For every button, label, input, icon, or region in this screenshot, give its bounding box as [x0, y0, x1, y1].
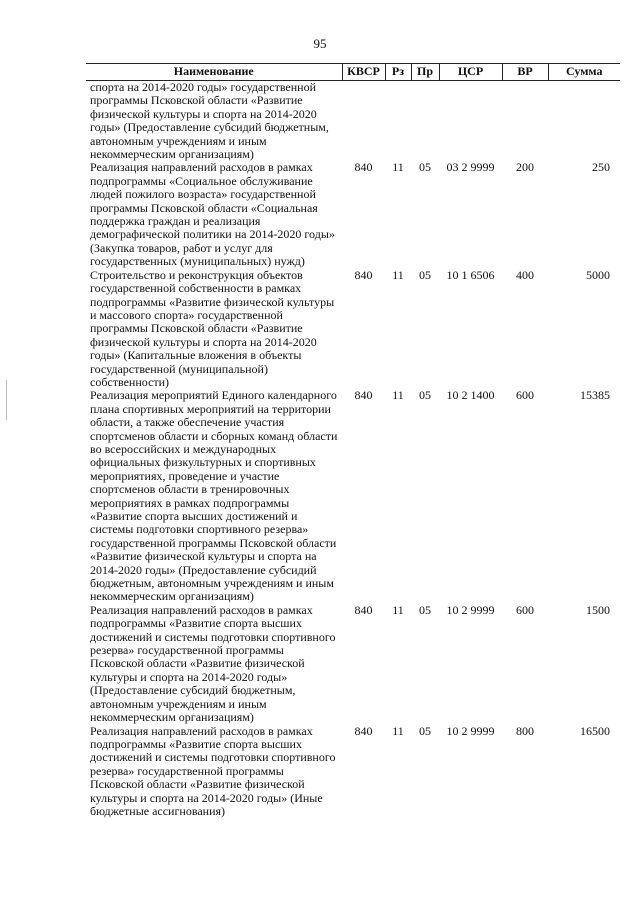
- cell-vr: 800: [516, 723, 534, 738]
- cell-sum: [548, 81, 620, 162]
- cell-sum: 1500: [586, 602, 610, 617]
- cell-pr: 05: [419, 602, 431, 617]
- cell-pr: [411, 81, 439, 162]
- cell-sum: 15385: [580, 388, 610, 403]
- table-row: [86, 81, 620, 162]
- cell-rz: 11: [392, 602, 404, 617]
- cell-kvsr: 840: [354, 388, 373, 403]
- table-row: [86, 161, 620, 268]
- cell-name: Реализация направлений расходов в рамках подпрограммы «Развитие спорта высших достижений и системы подготовки спортивного резерва» государственной программы Псковской области «Развитие физической культуры и спорта на 2014-2020 годы» (Иные бюджетные ассигнования): [90, 723, 336, 818]
- table-header-row: [86, 64, 620, 81]
- cell-vr: 200: [516, 160, 534, 175]
- table-row: [86, 269, 620, 390]
- table-row: [86, 725, 620, 819]
- cell-pr: 05: [419, 267, 431, 282]
- cell-sum: 16500: [580, 723, 610, 738]
- cell-kvsr: 840: [354, 267, 373, 282]
- cell-vr: 400: [516, 267, 534, 282]
- cell-vr: [502, 81, 548, 162]
- cell-name: Реализация направлений расходов в рамках подпрограммы «Развитие спорта высших достижений и системы подготовки спортивного резерва» государственной программы Псковской области «Развитие физической культуры и спорта на 2014-2020 годы» (Предоставление субсидий бюджетным, автономным учреждениям и иным некоммерческим организациям): [90, 602, 336, 725]
- cell-rz: 11: [392, 388, 404, 403]
- header-sum: Сумма: [548, 64, 620, 81]
- cell-csr: [439, 81, 502, 162]
- cell-csr: 10 1 6506: [446, 267, 495, 282]
- page-number: 95: [313, 36, 327, 51]
- cell-rz: 11: [392, 267, 404, 282]
- header-rz: Рз: [385, 64, 411, 81]
- cell-sum: 250: [592, 160, 610, 175]
- cell-name: Реализация мероприятий Единого календарного плана спортивных мероприятий на территории области, а также обеспечение участия спортсменов области и сборных команд области во всероссийских и международных официальных физкультурных и спортивных мероприятиях, проведение и участие спортсменов области в тренировочных мероприятиях в рамках подпрограммы «Развитие спорта высших достижений и системы подготовки спортивного резерва» государственной программы Псковской области «Развитие физической культуры и спорта на 2014-2020 годы» (Предоставление субсидий бюджетным, автономным учреждениям и иным некоммерческим организациям): [90, 388, 338, 604]
- cell-kvsr: [342, 81, 385, 162]
- budget-table: [86, 63, 620, 818]
- cell-pr: 05: [419, 723, 431, 738]
- cell-csr: 10 2 1400: [446, 388, 495, 403]
- cell-rz: 11: [392, 160, 404, 175]
- header-csr: ЦСР: [439, 64, 502, 81]
- cell-name: Строительство и реконструкция объектов государственной собственности в рамках подпрограммы «Развитие физической культуры и массового спорта» государственной программы Псковской области «Развитие физической культуры и спорта на 2014-2020 годы» (Капитальные вложения в объекты государственной (муниципальной) собственности): [90, 267, 335, 389]
- cell-name: Реализация направлений расходов в рамках подпрограммы «Социальное обслуживание людей пожилого возраста» государственной программы Псковской области «Социальная поддержка граждан и реализация демографической политики на 2014-2020 годы» (Закупка товаров, работ и услуг для государственных (муниципальных) нужд): [90, 160, 335, 269]
- cell-csr: 10 2 9999: [446, 723, 495, 738]
- table-body: [86, 81, 620, 819]
- cell-vr: 600: [516, 602, 534, 617]
- scan-edge-mark: [6, 380, 7, 420]
- table-row: [86, 604, 620, 725]
- cell-csr: 03 2 9999: [446, 160, 495, 175]
- cell-csr: 10 2 9999: [446, 602, 495, 617]
- cell-name: спорта на 2014-2020 годы» государственной программы Псковской области «Развитие физической культуры и спорта на 2014-2020 годы» (Предоставление субсидий бюджетным, автономным учреждениям и иным некоммерческим организациям): [90, 80, 329, 162]
- cell-pr: 05: [419, 160, 431, 175]
- cell-rz: 11: [392, 723, 404, 738]
- cell-kvsr: 840: [354, 160, 373, 175]
- header-vr: ВР: [502, 64, 548, 81]
- header-kvsr: КВСР: [342, 64, 385, 81]
- cell-kvsr: 840: [354, 602, 373, 617]
- cell-pr: 05: [419, 388, 431, 403]
- header-pr: Пр: [411, 64, 439, 81]
- header-name: Наименование: [86, 64, 342, 81]
- cell-rz: [385, 81, 411, 162]
- table-row: [86, 389, 620, 604]
- cell-kvsr: 840: [354, 723, 373, 738]
- budget-table-container: [86, 63, 620, 818]
- cell-vr: 600: [516, 388, 534, 403]
- cell-sum: 5000: [586, 267, 610, 282]
